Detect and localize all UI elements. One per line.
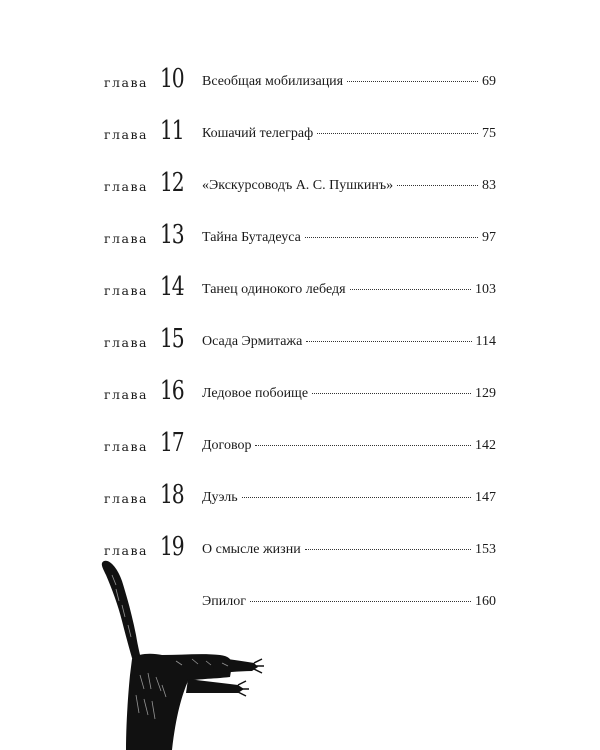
page-number: 103: [475, 282, 496, 297]
toc-row-chapter-12: [104, 168, 496, 226]
toc-entry: [202, 178, 496, 194]
page-number: 153: [475, 542, 496, 557]
dot-leader: [397, 185, 478, 186]
cat-leg-upper: [212, 657, 258, 673]
toc-entry: [202, 126, 496, 142]
chapter-number: 16: [160, 376, 184, 406]
dot-leader: [242, 497, 471, 498]
chapter-label: глава: [104, 127, 148, 142]
page-number: 142: [475, 438, 496, 453]
toc-row-chapter-17: [104, 428, 496, 486]
chapter-label: глава: [104, 543, 148, 558]
page-number: 114: [475, 334, 496, 349]
page-number: 97: [482, 230, 496, 245]
chapter-number: 18: [160, 480, 184, 510]
toc-entry: [202, 334, 496, 350]
chapter-title: Осада Эрмитажа: [202, 334, 303, 349]
chapter-number: 13: [160, 220, 184, 250]
dot-leader: [312, 393, 471, 394]
page-number: 75: [482, 126, 496, 141]
chapter-title: Ледовое побоище: [202, 386, 309, 401]
toc-row-chapter-11: [104, 116, 496, 174]
chapter-label: глава: [104, 231, 148, 246]
chapter-label: глава: [104, 439, 148, 454]
toc-entry: [202, 386, 496, 402]
chapter-label: глава: [104, 491, 148, 506]
chapter-title: Тайна Бутадеуса: [202, 230, 301, 245]
cat-leg-lower: [186, 679, 244, 693]
chapter-number: 14: [160, 272, 184, 302]
cat-illustration: [92, 555, 272, 750]
dot-leader: [317, 133, 478, 134]
chapter-label: глава: [104, 387, 148, 402]
epilogue-title: Эпилог: [202, 594, 246, 609]
dot-leader: [255, 445, 471, 446]
toc-row-chapter-16: [104, 376, 496, 434]
toc-entry: [202, 490, 496, 506]
toc-entry: [202, 438, 496, 454]
page-number: 147: [475, 490, 496, 505]
toc-entry: [202, 230, 496, 246]
dot-leader: [250, 601, 471, 602]
chapter-label: глава: [104, 179, 148, 194]
chapter-title: Всеобщая мобилизация: [202, 74, 344, 89]
toc-entry: [202, 74, 496, 90]
cat-tail: [102, 561, 142, 665]
chapter-title: Кошачий телеграф: [202, 126, 314, 141]
dot-leader: [306, 341, 471, 342]
chapter-label: глава: [104, 335, 148, 350]
toc-row-chapter-10: [104, 64, 496, 122]
chapter-number: 11: [160, 116, 184, 146]
chapter-title: О смысле жизни: [202, 542, 301, 557]
page-number: 129: [475, 386, 496, 401]
chapter-label: глава: [104, 283, 148, 298]
chapter-title: Договор: [202, 438, 252, 453]
chapter-number: 12: [160, 168, 184, 198]
dot-leader: [350, 289, 471, 290]
dot-leader: [305, 237, 478, 238]
chapter-number: 19: [160, 532, 184, 562]
cat-claws-upper: [254, 659, 264, 673]
chapter-title: Танец одинокого лебедя: [202, 282, 346, 297]
dot-leader: [347, 81, 478, 82]
chapter-number: 17: [160, 428, 184, 458]
toc-entry: [202, 282, 496, 298]
dot-leader: [305, 549, 471, 550]
chapter-number: 15: [160, 324, 184, 354]
page-number: 69: [482, 74, 496, 89]
toc-row-chapter-13: [104, 220, 496, 278]
toc-row-chapter-14: [104, 272, 496, 330]
page-number: 83: [482, 178, 496, 193]
chapter-label: глава: [104, 75, 148, 90]
chapter-number: 10: [160, 64, 184, 94]
toc-row-chapter-18: [104, 480, 496, 538]
chapter-title: «Экскурсоводъ А. С. Пушкинъ»: [202, 178, 394, 193]
page-number: 160: [475, 594, 496, 609]
chapter-title: Дуэль: [202, 490, 238, 505]
toc-row-chapter-15: [104, 324, 496, 382]
